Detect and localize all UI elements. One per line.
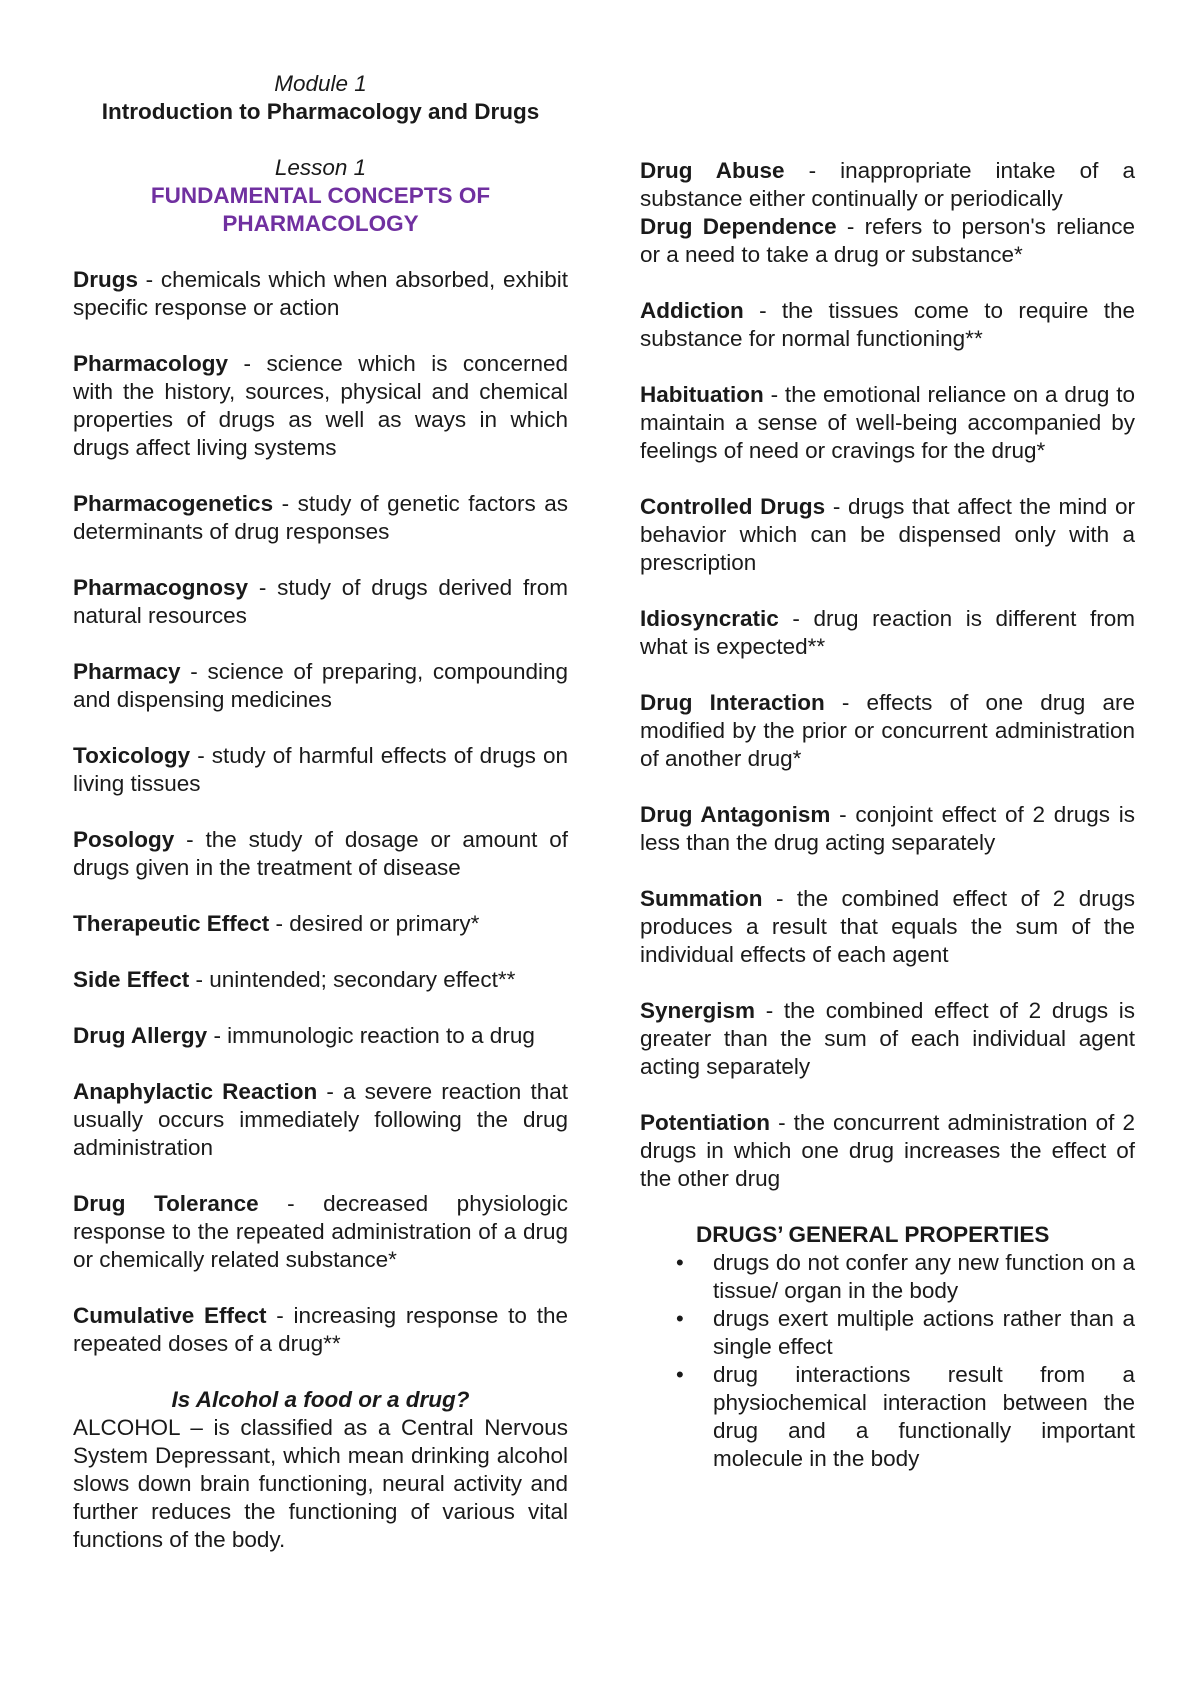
definition-term: Drug Tolerance bbox=[73, 1191, 259, 1216]
definition-text: - the combined effect of 2 drugs is greater than the sum of each individual agent acting separately bbox=[640, 998, 1135, 1079]
definition-term: Idiosyncratic bbox=[640, 606, 779, 631]
definition-text: - refers to person's reliance or a need to take a drug or substance* bbox=[640, 214, 1135, 267]
definition-text: - the emotional reliance on a drug to maintain a sense of well-being accompanied by feelings of need or cravings for the drug* bbox=[640, 382, 1135, 463]
definition-item bbox=[640, 801, 1135, 857]
definition-item bbox=[640, 885, 1135, 969]
definition-term: Drug Abuse bbox=[640, 158, 785, 183]
definition-term: Pharmacy bbox=[73, 659, 181, 684]
lesson-title-line1: FUNDAMENTAL CONCEPTS OF bbox=[150, 183, 491, 208]
property-text: drug interactions result from a physiochemical interaction between the drug and a functionally important molecule in the body bbox=[713, 1362, 1135, 1471]
properties-title: DRUGS’ GENERAL PROPERTIES bbox=[696, 1222, 1050, 1247]
definition-item bbox=[73, 1302, 568, 1358]
definition-text: - study of drugs derived from natural resources bbox=[73, 575, 568, 628]
definition-term: Therapeutic Effect bbox=[73, 911, 270, 936]
definition-term: Pharmacogenetics bbox=[73, 491, 274, 516]
definition-text: - the study of dosage or amount of drugs given in the treatment of disease bbox=[73, 827, 568, 880]
definition-item bbox=[640, 157, 1135, 213]
definition-text: - science of preparing, compounding and dispensing medicines bbox=[73, 659, 568, 712]
alcohol-question: Is Alcohol a food or a drug? bbox=[171, 1387, 470, 1412]
definition-term: Habituation bbox=[640, 382, 764, 407]
definition-item bbox=[73, 1078, 568, 1162]
definition-text: - effects of one drug are modified by the prior or concurrent administration of another drug* bbox=[640, 690, 1136, 771]
definition-item bbox=[640, 381, 1135, 465]
right-column bbox=[640, 157, 1135, 1473]
definition-item bbox=[73, 490, 568, 546]
definition-term: Toxicology bbox=[73, 743, 191, 768]
definition-term: Drug Interaction bbox=[640, 690, 825, 715]
definition-term: Summation bbox=[640, 886, 763, 911]
definition-text: - chemicals which when absorbed, exhibit specific response or action bbox=[73, 267, 568, 320]
definition-text: - science which is concerned with the history, sources, physical and chemical properties of drugs as well as ways in which drugs affect living systems bbox=[73, 351, 568, 460]
definition-text: - unintended; secondary effect** bbox=[189, 967, 516, 992]
left-column bbox=[73, 70, 568, 1554]
definition-term: Addiction bbox=[640, 298, 744, 323]
definition-text: - drug reaction is different from what is expected** bbox=[640, 606, 1135, 659]
definition-text: - study of harmful effects of drugs on living tissues bbox=[73, 743, 568, 796]
definition-text: - decreased physiologic response to the repeated administration of a drug or chemically related substance* bbox=[73, 1191, 568, 1272]
definition-text: - the combined effect of 2 drugs produces a result that equals the sum of the individual effects of each agent bbox=[640, 886, 1135, 967]
property-item bbox=[640, 1249, 1135, 1305]
definition-text: - desired or primary* bbox=[269, 911, 480, 936]
property-item bbox=[640, 1361, 1135, 1473]
left-definitions bbox=[73, 266, 568, 1358]
property-item bbox=[640, 1305, 1135, 1361]
definition-item bbox=[73, 966, 568, 994]
definition-item bbox=[73, 266, 568, 322]
definition-item bbox=[73, 742, 568, 798]
definition-text: - increasing response to the repeated doses of a drug** bbox=[73, 1303, 568, 1356]
definition-item bbox=[640, 297, 1135, 353]
lesson-title-line2: PHARMACOLOGY bbox=[222, 211, 419, 236]
definition-item bbox=[73, 350, 568, 462]
bullet-icon: • bbox=[676, 1362, 684, 1387]
definition-term: Drugs bbox=[73, 267, 139, 292]
definition-item bbox=[73, 1022, 568, 1050]
definition-term: Pharmacology bbox=[73, 351, 229, 376]
bullet-icon: • bbox=[676, 1306, 684, 1331]
definition-text: - the tissues come to require the substance for normal functioning** bbox=[640, 298, 1135, 351]
definition-term: Synergism bbox=[640, 998, 756, 1023]
definition-item bbox=[640, 213, 1135, 269]
definition-item bbox=[640, 1109, 1135, 1193]
lesson-label: Lesson 1 bbox=[274, 155, 367, 180]
alcohol-text: ALCOHOL – is classified as a Central Nervous System Depressant, which mean drinking alcohol slows down brain functioning, neural activity and further reduces the functioning of various vital functions of the body. bbox=[73, 1415, 568, 1552]
definition-text: - immunologic reaction to a drug bbox=[207, 1023, 535, 1048]
definition-text: - drugs that affect the mind or behavior which can be dispensed only with a prescription bbox=[640, 494, 1135, 575]
definition-item bbox=[73, 910, 568, 938]
definition-term: Anaphylactic Reaction bbox=[73, 1079, 318, 1104]
definition-item bbox=[640, 997, 1135, 1081]
definition-item bbox=[640, 493, 1135, 577]
module-label: Module 1 bbox=[274, 71, 367, 96]
definition-term: Pharmacognosy bbox=[73, 575, 249, 600]
definition-item bbox=[640, 689, 1135, 773]
definition-term: Drug Dependence bbox=[640, 214, 837, 239]
right-definitions bbox=[640, 157, 1135, 1193]
definition-text: - inappropriate intake of a substance either continually or periodically bbox=[640, 158, 1135, 211]
definition-item bbox=[73, 1190, 568, 1274]
definition-item bbox=[73, 826, 568, 882]
definition-text: - study of genetic factors as determinants of drug responses bbox=[73, 491, 568, 544]
page-title: Introduction to Pharmacology and Drugs bbox=[101, 99, 540, 124]
definition-item bbox=[640, 605, 1135, 661]
property-text: drugs exert multiple actions rather than a single effect bbox=[713, 1306, 1135, 1359]
bullet-icon: • bbox=[676, 1250, 684, 1275]
definition-text: - conjoint effect of 2 drugs is less than the drug acting separately bbox=[640, 802, 1135, 855]
definition-term: Drug Antagonism bbox=[640, 802, 831, 827]
definition-term: Potentiation bbox=[640, 1110, 770, 1135]
definition-term: Drug Allergy bbox=[73, 1023, 208, 1048]
property-text: drugs do not confer any new function on a tissue/ organ in the body bbox=[713, 1250, 1135, 1303]
definition-item bbox=[73, 574, 568, 630]
properties-list bbox=[640, 1249, 1135, 1473]
definition-term: Side Effect bbox=[73, 967, 190, 992]
definition-term: Controlled Drugs bbox=[640, 494, 826, 519]
definition-item bbox=[73, 658, 568, 714]
definition-term: Cumulative Effect bbox=[73, 1303, 267, 1328]
definition-text: - a severe reaction that usually occurs immediately following the drug administration bbox=[73, 1079, 568, 1160]
definition-term: Posology bbox=[73, 827, 175, 852]
definition-text: - the concurrent administration of 2 drugs in which one drug increases the effect of the other drug bbox=[640, 1110, 1135, 1191]
